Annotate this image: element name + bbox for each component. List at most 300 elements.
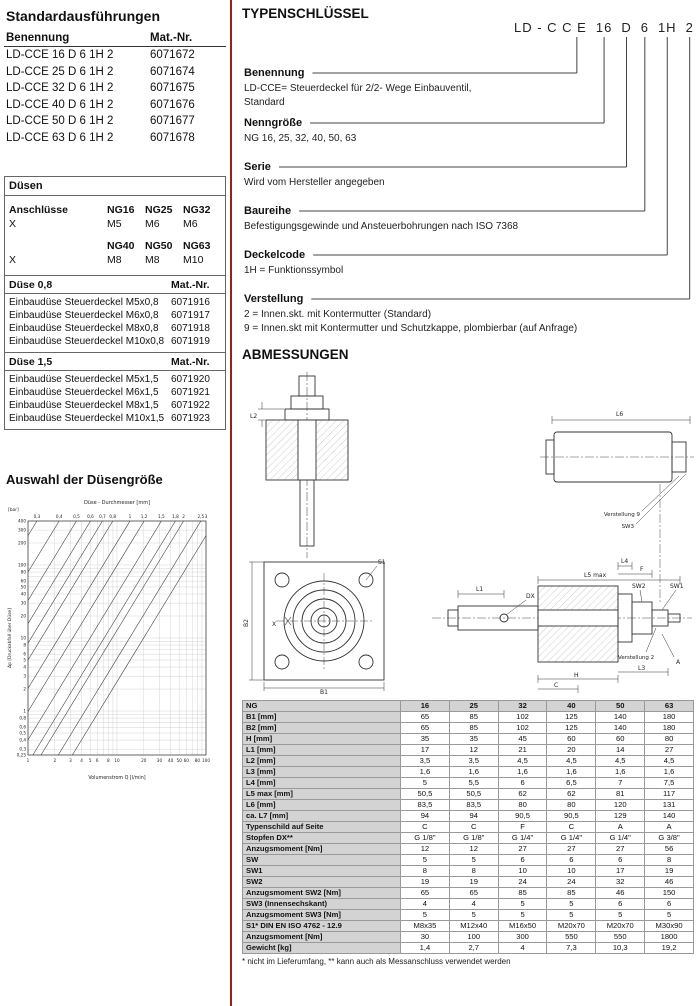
- dim-value: G 3/8": [645, 833, 694, 844]
- material-number: 6071676: [150, 98, 195, 111]
- dim-value: 7,5: [645, 778, 694, 789]
- svg-text:1: 1: [23, 708, 26, 714]
- dim-table-row: [243, 888, 694, 899]
- svg-text:300: 300: [18, 527, 26, 533]
- dim-value: 80: [645, 734, 694, 745]
- svg-text:0,4: 0,4: [55, 514, 63, 519]
- dim-value: 5: [498, 910, 547, 921]
- dim-value: 6: [596, 899, 645, 910]
- label-verstellung-9: Verstellung 9: [603, 512, 640, 518]
- dim-value: 65: [449, 888, 498, 899]
- abmessungen-title: ABMESSUNGEN: [242, 347, 349, 362]
- standard-row: [4, 64, 226, 81]
- dim-value: 60: [596, 734, 645, 745]
- svg-text:2: 2: [53, 758, 57, 763]
- duese-row: [9, 399, 221, 412]
- side-view: [432, 484, 692, 693]
- dim-row-label: SW: [243, 855, 401, 866]
- svg-text:5: 5: [23, 657, 26, 663]
- pilot-unit-view: [540, 416, 694, 524]
- material-number: 6071917: [171, 310, 210, 321]
- dim-value: 65: [401, 712, 450, 723]
- type-key-section: [244, 63, 694, 109]
- dim-label-x: X: [272, 621, 277, 628]
- type-key-section: [244, 245, 694, 277]
- dim-value: 17: [401, 745, 450, 756]
- dim-value: 85: [498, 888, 547, 899]
- dim-header-size: 32: [498, 701, 547, 712]
- dim-value: 35: [401, 734, 450, 745]
- dim-row-label: L3 [mm]: [243, 767, 401, 778]
- dim-value: 90,5: [498, 811, 547, 822]
- dim-value: 94: [449, 811, 498, 822]
- dim-value: 62: [547, 789, 596, 800]
- duese-row: [9, 322, 221, 335]
- section-heading: Benennung: [244, 67, 305, 79]
- material-number: 6071919: [171, 336, 210, 347]
- spacer: [9, 231, 221, 239]
- ng-size-header: NG32: [183, 204, 211, 216]
- col-header-matnr: Mat.-Nr.: [150, 32, 193, 44]
- dim-value: 27: [645, 745, 694, 756]
- dim-value: C: [449, 822, 498, 833]
- dim-value: 5: [401, 855, 450, 866]
- dim-value: M8x35: [401, 921, 450, 932]
- section-text: 9 = Innen.skt mit Kontermutter und Schutzkappe, plombierbar (auf Anfrage): [244, 323, 578, 334]
- svg-text:0,6: 0,6: [87, 514, 94, 519]
- dim-value: 83,5: [449, 800, 498, 811]
- dim-value: 150: [645, 888, 694, 899]
- dim-label-l1: L1: [476, 586, 484, 593]
- section-text: Standard: [244, 97, 285, 108]
- duese-block-header: [5, 276, 225, 294]
- duese-block: [5, 352, 225, 429]
- dim-value: 56: [645, 844, 694, 855]
- thread-size: M5: [107, 218, 122, 230]
- dim-row-label: Stopfen DX**: [243, 833, 401, 844]
- dim-label-l2: L2: [250, 413, 258, 420]
- dim-table-row: [243, 756, 694, 767]
- type-key-section: [244, 289, 694, 335]
- dim-value: 20: [547, 745, 596, 756]
- duese-row: [9, 335, 221, 348]
- dim-value: 1,6: [645, 767, 694, 778]
- dim-value: 65: [401, 723, 450, 734]
- model-designation: LD-CCE 40 D 6 1H 2: [6, 98, 114, 111]
- dim-value: 14: [596, 745, 645, 756]
- dim-value: 7: [596, 778, 645, 789]
- dim-row-label: L2 [mm]: [243, 756, 401, 767]
- duesen-box: [4, 176, 226, 430]
- ng-size-header: NG40: [107, 240, 135, 252]
- dim-row-label: B1 [mm]: [243, 712, 401, 723]
- dim-value: 117: [645, 789, 694, 800]
- type-key-section: [244, 201, 694, 233]
- anschluesse-header-row: [9, 239, 221, 253]
- nozzle-designation: Einbaudüse Steuerdeckel M10x0,8: [9, 336, 165, 347]
- svg-text:80: 80: [194, 758, 201, 763]
- svg-text:0,3: 0,3: [19, 746, 26, 752]
- nozzle-designation: Einbaudüse Steuerdeckel M10x1,5: [9, 413, 165, 424]
- dim-value: 8: [401, 866, 450, 877]
- ng-size-header: NG25: [145, 204, 173, 216]
- svg-text:1: 1: [26, 758, 30, 763]
- dim-row-label: Anzugsmoment SW3 [Nm]: [243, 910, 401, 921]
- svg-text:0,5: 0,5: [19, 730, 26, 736]
- dim-table-row: [243, 723, 694, 734]
- dim-value: 1,6: [547, 767, 596, 778]
- dim-value: M20x70: [547, 921, 596, 932]
- model-designation: LD-CCE 16 D 6 1H 2: [6, 49, 114, 61]
- dim-value: M20x70: [596, 921, 645, 932]
- svg-text:6: 6: [23, 651, 26, 657]
- type-code-part: D: [621, 20, 632, 35]
- model-designation: LD-CCE 25 D 6 1H 2: [6, 65, 114, 78]
- dim-value: 83,5: [401, 800, 450, 811]
- svg-text:100: 100: [18, 562, 26, 568]
- type-code-part: 6: [640, 20, 649, 35]
- dim-table-row: [243, 855, 694, 866]
- svg-text:[bar]: [bar]: [8, 508, 19, 513]
- dim-header-ng: NG: [243, 701, 401, 712]
- dim-label-sw3: SW3: [621, 524, 634, 530]
- ng-size-header: NG16: [107, 204, 135, 216]
- dim-table-row: [243, 767, 694, 778]
- anschluesse-value-row: [9, 253, 221, 267]
- dim-value: 1,6: [449, 767, 498, 778]
- duese-row: [9, 412, 221, 425]
- dim-value: 4: [498, 943, 547, 954]
- svg-text:10: 10: [114, 758, 120, 763]
- dim-value: 6: [547, 855, 596, 866]
- label-verstellung-2: Verstellung 2: [618, 655, 655, 661]
- duesen-title: Düsen: [5, 177, 225, 196]
- dim-table-row: [243, 932, 694, 943]
- dim-label-b1: B1: [320, 689, 328, 696]
- svg-text:5: 5: [88, 758, 92, 763]
- type-code-part: 16: [595, 20, 613, 35]
- thread-size: M6: [183, 218, 198, 230]
- nozzle-designation: Einbaudüse Steuerdeckel M8x1,5: [9, 400, 159, 411]
- dim-value: 60: [547, 734, 596, 745]
- dim-value: 21: [498, 745, 547, 756]
- svg-text:8: 8: [107, 758, 110, 763]
- dim-value: 5: [547, 899, 596, 910]
- dim-row-label: Anzugsmoment [Nm]: [243, 844, 401, 855]
- svg-text:3: 3: [23, 673, 26, 679]
- x-label: X: [9, 218, 17, 230]
- dim-value: 1,6: [596, 767, 645, 778]
- svg-text:50: 50: [20, 584, 26, 590]
- dim-value: 550: [596, 932, 645, 943]
- dim-value: 125: [547, 723, 596, 734]
- duese-block: [5, 275, 225, 352]
- svg-text:40: 40: [20, 591, 26, 597]
- duese-row: [9, 296, 221, 309]
- dim-value: F: [498, 822, 547, 833]
- standard-table-header: [4, 32, 226, 47]
- dim-value: 19: [401, 877, 450, 888]
- dim-value: 140: [645, 811, 694, 822]
- duese-block-header: [5, 353, 225, 371]
- type-code-sections: [242, 49, 694, 335]
- dim-value: 24: [547, 877, 596, 888]
- svg-text:20: 20: [141, 758, 147, 763]
- duese-row: [9, 386, 221, 399]
- dim-value: 81: [596, 789, 645, 800]
- dim-value: G 1/4": [498, 833, 547, 844]
- dim-value: 4,5: [498, 756, 547, 767]
- dim-header-size: 40: [547, 701, 596, 712]
- dim-label-dx: DX: [526, 593, 535, 600]
- material-number: 6071918: [171, 323, 210, 334]
- material-number: 6071672: [150, 49, 195, 61]
- dim-value: 46: [596, 888, 645, 899]
- svg-text:80: 80: [20, 569, 26, 575]
- type-code: [514, 20, 694, 35]
- dim-value: 2,7: [449, 943, 498, 954]
- dim-row-label: L5 max [mm]: [243, 789, 401, 800]
- dim-value: M12x40: [449, 921, 498, 932]
- x-label: X: [9, 254, 17, 266]
- svg-text:4: 4: [80, 758, 83, 763]
- dim-value: 80: [547, 800, 596, 811]
- dim-value: 180: [645, 712, 694, 723]
- left-column: [0, 0, 230, 1006]
- dim-value: 1,6: [498, 767, 547, 778]
- material-number: 6071920: [171, 374, 210, 385]
- dim-value: 50,5: [449, 789, 498, 800]
- material-number: 6071677: [150, 115, 195, 127]
- dim-value: 10: [547, 866, 596, 877]
- front-view: [249, 562, 384, 691]
- model-designation: LD-CCE 32 D 6 1H 2: [6, 82, 114, 94]
- dim-label-c: C: [554, 682, 559, 689]
- anschluesse-table: [5, 196, 225, 275]
- footnote: * nicht im Lieferumfang, ** kann auch als Messanschluss verwendet werden: [242, 957, 511, 966]
- dim-label-s1: S1: [378, 559, 386, 566]
- svg-text:8: 8: [23, 642, 26, 648]
- dim-label-l6: L6: [616, 411, 624, 418]
- dim-table-row: [243, 811, 694, 822]
- section-side-view: [258, 372, 348, 558]
- material-number: 6071675: [150, 82, 195, 94]
- section-heading: Serie: [244, 161, 271, 173]
- dim-label-l3: L3: [638, 665, 646, 672]
- dim-value: 8: [645, 855, 694, 866]
- standard-row: [4, 113, 226, 130]
- standard-row: [4, 47, 226, 64]
- dim-value: 5: [645, 910, 694, 921]
- dim-value: 4: [449, 899, 498, 910]
- dim-row-label: Typenschild auf Seite: [243, 822, 401, 833]
- dim-table-row: [243, 822, 694, 833]
- dim-value: 4,5: [645, 756, 694, 767]
- nozzle-designation: Einbaudüse Steuerdeckel M5x1,5: [9, 374, 159, 385]
- dim-value: 32: [596, 877, 645, 888]
- dim-row-label: L4 [mm]: [243, 778, 401, 789]
- dim-table-row: [243, 921, 694, 932]
- dim-value: 4,5: [596, 756, 645, 767]
- dim-label-l4: L4: [621, 558, 629, 565]
- svg-text:1,5: 1,5: [158, 514, 165, 519]
- svg-text:1,8: 1,8: [172, 514, 179, 519]
- dim-value: M16x50: [498, 921, 547, 932]
- dim-table-row: [243, 789, 694, 800]
- model-designation: LD-CCE 50 D 6 1H 2: [6, 115, 114, 127]
- dim-value: 550: [547, 932, 596, 943]
- dim-row-label: ca. L7 [mm]: [243, 811, 401, 822]
- dim-value: 80: [498, 800, 547, 811]
- svg-text:20: 20: [20, 613, 26, 619]
- svg-text:400: 400: [18, 518, 26, 524]
- dim-value: G 1/4": [596, 833, 645, 844]
- thread-size: M8: [145, 254, 160, 266]
- chart-heading: Auswahl der Düsengröße: [6, 472, 163, 487]
- svg-text:200: 200: [18, 540, 26, 546]
- dim-value: 140: [596, 723, 645, 734]
- dim-value: 131: [645, 800, 694, 811]
- right-column: [232, 0, 700, 1006]
- thread-size: M6: [145, 218, 160, 230]
- dim-value: 8: [449, 866, 498, 877]
- section-heading: Nenngröße: [244, 117, 303, 129]
- dim-value: A: [596, 822, 645, 833]
- dim-value: 90,5: [547, 811, 596, 822]
- material-number: 6071923: [171, 413, 210, 424]
- dim-value: 140: [596, 712, 645, 723]
- dim-label-h: H: [574, 672, 579, 679]
- dim-table-row: [243, 833, 694, 844]
- dim-value: 5: [498, 899, 547, 910]
- svg-text:2,5: 2,5: [197, 514, 205, 519]
- dim-value: 6: [645, 899, 694, 910]
- dim-table-row: [243, 910, 694, 921]
- dim-value: 5: [449, 910, 498, 921]
- duese-row: [9, 309, 221, 322]
- dim-header-size: 25: [449, 701, 498, 712]
- dim-value: 65: [401, 888, 450, 899]
- dim-value: 102: [498, 723, 547, 734]
- matnr-header: Mat.-Nr.: [171, 356, 210, 368]
- svg-text:4: 4: [23, 664, 26, 670]
- anschluesse-header-row: [9, 203, 221, 217]
- svg-text:40: 40: [167, 758, 174, 763]
- dim-value: 35: [449, 734, 498, 745]
- dim-table-row: [243, 877, 694, 888]
- dim-value: 1800: [645, 932, 694, 943]
- dim-value: 27: [596, 844, 645, 855]
- dim-value: 62: [498, 789, 547, 800]
- dim-value: 3,5: [449, 756, 498, 767]
- section-text: Befestigungsgewinde und Ansteuerbohrungen nach ISO 7368: [244, 221, 519, 232]
- material-number: 6071921: [171, 387, 210, 398]
- dim-value: 12: [449, 745, 498, 756]
- material-number: 6071922: [171, 400, 210, 411]
- dim-label-sw2: SW2: [632, 583, 646, 590]
- dim-table-row: [243, 943, 694, 954]
- dimension-table: [242, 700, 694, 954]
- svg-text:3: 3: [69, 758, 72, 763]
- dim-value: 129: [596, 811, 645, 822]
- standard-row: [4, 80, 226, 97]
- section-heading: Baureihe: [244, 205, 292, 217]
- dim-value: 10: [498, 866, 547, 877]
- anschluesse-label: Anschlüsse: [9, 204, 68, 216]
- dim-value: 6: [498, 855, 547, 866]
- svg-text:0,6: 0,6: [19, 724, 26, 730]
- dim-row-label: SW2: [243, 877, 401, 888]
- dim-value: 125: [547, 712, 596, 723]
- dim-value: 24: [498, 877, 547, 888]
- svg-text:0,5: 0,5: [73, 514, 80, 519]
- dim-table-row: [243, 844, 694, 855]
- svg-text:30: 30: [20, 600, 26, 606]
- nozzle-designation: Einbaudüse Steuerdeckel M6x1,5: [9, 387, 159, 398]
- standard-row: [4, 97, 226, 114]
- svg-text:0,8: 0,8: [19, 715, 26, 721]
- dim-value: 120: [596, 800, 645, 811]
- standard-title: Standardausführungen: [6, 8, 161, 24]
- type-key-section: [244, 113, 694, 145]
- dim-value: 5: [401, 910, 450, 921]
- dim-value: 6: [498, 778, 547, 789]
- section-text: Wird vom Hersteller angegeben: [244, 177, 385, 188]
- material-number: 6071916: [171, 297, 210, 308]
- dim-value: 1,6: [401, 767, 450, 778]
- dim-value: 180: [645, 723, 694, 734]
- section-text: 1H = Funktionssymbol: [244, 265, 344, 276]
- dim-value: G 1/8": [449, 833, 498, 844]
- material-number: 6071674: [150, 65, 195, 78]
- svg-text:Volumenstrom Q [l/min]: Volumenstrom Q [l/min]: [88, 776, 146, 781]
- dim-value: 5: [401, 778, 450, 789]
- dim-value: 85: [449, 712, 498, 723]
- dim-value: 6,5: [547, 778, 596, 789]
- dim-value: 27: [547, 844, 596, 855]
- svg-text:60: 60: [183, 758, 189, 763]
- dim-value: 50,5: [401, 789, 450, 800]
- dim-row-label: L1 [mm]: [243, 745, 401, 756]
- dim-header-size: 63: [645, 701, 694, 712]
- svg-text:0,7: 0,7: [99, 514, 106, 519]
- dim-value: 100: [449, 932, 498, 943]
- svg-text:3: 3: [204, 514, 208, 519]
- section-text: 2 = Innen.skt. mit Kontermutter (Standard): [244, 309, 432, 320]
- dim-label-b2: B2: [243, 619, 250, 627]
- dim-value: 19,2: [645, 943, 694, 954]
- dim-row-label: Anzugsmoment SW2 [Nm]: [243, 888, 401, 899]
- section-text: LD-CCE= Steuerdeckel für 2/2- Wege Einbauventil,: [244, 83, 472, 94]
- dim-table-row: [243, 899, 694, 910]
- dim-value: 7,3: [547, 943, 596, 954]
- svg-text:6: 6: [95, 758, 99, 763]
- dim-label-sw1: SW1: [670, 583, 684, 590]
- dim-table-row: [243, 734, 694, 745]
- dim-table-row: [243, 800, 694, 811]
- dim-label-l5max: L5 max: [584, 572, 607, 579]
- thread-size: M10: [183, 254, 204, 266]
- svg-text:50: 50: [176, 758, 182, 763]
- dim-value: 12: [449, 844, 498, 855]
- svg-text:0,8: 0,8: [109, 514, 117, 519]
- dim-value: G 1/4": [547, 833, 596, 844]
- section-heading: Deckelcode: [244, 249, 306, 261]
- svg-text:30: 30: [156, 758, 163, 763]
- dim-row-label: L6 [mm]: [243, 800, 401, 811]
- dim-value: 85: [449, 723, 498, 734]
- dim-value: 30: [401, 932, 450, 943]
